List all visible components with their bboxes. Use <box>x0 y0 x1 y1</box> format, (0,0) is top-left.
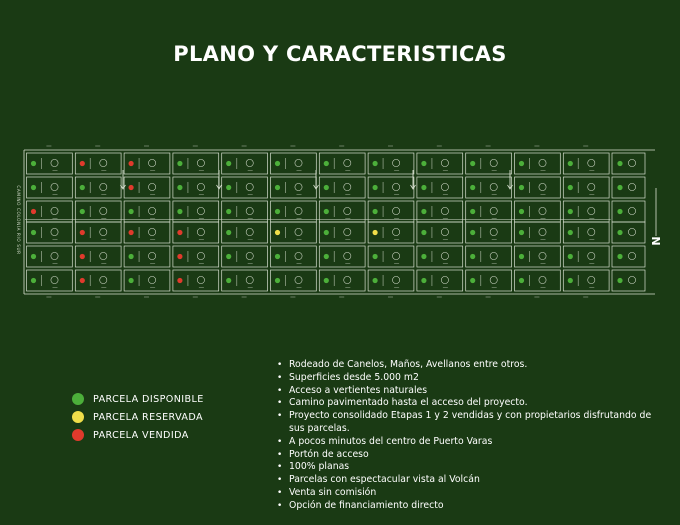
parcel-number-badge <box>344 228 351 235</box>
parcel-status-dot <box>568 185 573 190</box>
legend-item-reserved <box>72 408 204 426</box>
parcel-number-badge <box>100 183 107 190</box>
parcel-number-badge <box>393 276 400 283</box>
reserved-dot-icon <box>72 411 84 423</box>
parcel-number-badge <box>393 252 400 259</box>
feature-item: • Acceso a vertientes naturales <box>276 385 666 398</box>
parcel-status-dot <box>324 254 329 259</box>
parcel-number-badge <box>100 276 107 283</box>
parcel-number-badge <box>628 183 635 190</box>
parcel-status-dot <box>129 278 134 283</box>
feature-item: • Superficies desde 5.000 m2 <box>276 372 666 385</box>
parcel-number-badge <box>149 228 156 235</box>
parcel-number-badge <box>197 252 204 259</box>
parcel-number-badge <box>51 207 58 214</box>
parcel-number-badge <box>588 159 595 166</box>
parcel-status-dot <box>275 254 280 259</box>
parcel-number-badge <box>149 252 156 259</box>
parcel-number-badge <box>441 183 448 190</box>
parcel-status-dot <box>519 254 524 259</box>
parcel-status-dot <box>177 161 182 166</box>
parcel-status-dot <box>324 278 329 283</box>
parcel-number-badge <box>588 276 595 283</box>
parcel-number-badge <box>295 228 302 235</box>
parcel-number-badge <box>539 183 546 190</box>
parcel-number-badge <box>344 159 351 166</box>
parcel-status-dot <box>31 185 36 190</box>
feature-item: • Venta sin comisión <box>276 487 666 500</box>
parcel-status-dot <box>80 209 85 214</box>
feature-item: • Portón de acceso <box>276 449 666 462</box>
parcel-status-dot <box>324 161 329 166</box>
sold-dot-icon <box>72 429 84 441</box>
parcel-status-dot <box>275 161 280 166</box>
parcel-status-dot <box>519 161 524 166</box>
parcel-status-dot <box>421 209 426 214</box>
parcel-number-badge <box>51 183 58 190</box>
parcel-number-badge <box>441 207 448 214</box>
parcel-status-dot <box>129 209 134 214</box>
parcel-number-badge <box>490 207 497 214</box>
parcel-status-dot <box>470 230 475 235</box>
parcel-number-badge <box>588 207 595 214</box>
parcel-number-badge <box>51 159 58 166</box>
parcel-status-dot <box>80 230 85 235</box>
parcel-number-badge <box>344 276 351 283</box>
available-dot-icon <box>72 393 84 405</box>
parcel-number-badge <box>100 252 107 259</box>
parcel-number-badge <box>588 252 595 259</box>
parcel-number-badge <box>295 276 302 283</box>
parcel-status-dot <box>324 230 329 235</box>
parcel-status-dot <box>177 230 182 235</box>
parcel-number-badge <box>197 207 204 214</box>
parcel-number-badge <box>490 183 497 190</box>
parcel-number-badge <box>246 252 253 259</box>
parcel-number-badge <box>51 276 58 283</box>
parcel-status-dot <box>129 254 134 259</box>
legend-item-available <box>72 390 204 408</box>
parcel-status-dot <box>373 161 378 166</box>
parcel-status-dot <box>421 185 426 190</box>
parcel-status-dot <box>226 230 231 235</box>
parcel-status-dot <box>31 161 36 166</box>
subdivision-plan <box>0 140 680 300</box>
feature-item: • A pocos minutos del centro de Puerto Varas <box>276 436 666 449</box>
feature-item: • Rodeado de Canelos, Maños, Avellanos entre otros. <box>276 359 666 372</box>
parcel-number-badge <box>295 207 302 214</box>
parcel-status-dot <box>31 254 36 259</box>
legend-label-available: PARCELA DISPONIBLE <box>93 393 204 405</box>
parcel-status-dot <box>373 185 378 190</box>
parcel-status-dot <box>226 209 231 214</box>
legend-item-sold <box>72 426 204 444</box>
parcel-status-dot <box>421 230 426 235</box>
parcel-status-dot <box>31 209 36 214</box>
parcel-number-badge <box>539 252 546 259</box>
feature-item: • Parcelas con espectacular vista al Volcán <box>276 474 666 487</box>
parcel-status-dot <box>421 254 426 259</box>
parcel-status-dot <box>568 161 573 166</box>
parcel-number-badge <box>539 228 546 235</box>
parcel-status-dot <box>373 209 378 214</box>
parcel-status-dot <box>226 161 231 166</box>
parcel-number-badge <box>344 252 351 259</box>
parcel-status-dot <box>568 209 573 214</box>
parcel-number-badge <box>490 252 497 259</box>
parcel-status-dot <box>470 254 475 259</box>
parcel-status-dot <box>275 230 280 235</box>
parcel-status-dot <box>129 230 134 235</box>
parcel-number-badge <box>246 183 253 190</box>
parcel-status-dot <box>177 185 182 190</box>
parcel-status-dot <box>519 230 524 235</box>
parcel-number-badge <box>246 276 253 283</box>
parcel-status-dot <box>177 278 182 283</box>
parcel-number-badge <box>441 276 448 283</box>
parcel-status-dot <box>373 230 378 235</box>
features-list <box>276 359 666 513</box>
parcel-number-badge <box>490 159 497 166</box>
parcel-number-badge <box>197 228 204 235</box>
parcel-status-dot <box>129 185 134 190</box>
parcel-status-dot <box>617 278 622 283</box>
parcel-number-badge <box>100 228 107 235</box>
parcel-number-badge <box>588 183 595 190</box>
parcel-status-dot <box>617 161 622 166</box>
parcel-status-dot <box>470 209 475 214</box>
parcel-status-dot <box>617 254 622 259</box>
parcel-number-badge <box>149 207 156 214</box>
legend-label-sold: PARCELA VENDIDA <box>93 429 189 441</box>
parcel-number-badge <box>100 159 107 166</box>
parcel-number-badge <box>539 207 546 214</box>
parcel-number-badge <box>197 276 204 283</box>
parcel-number-badge <box>295 252 302 259</box>
parcel-number-badge <box>628 207 635 214</box>
parcel-number-badge <box>490 228 497 235</box>
parcel-status-dot <box>275 278 280 283</box>
parcel-status-dot <box>519 185 524 190</box>
parcel-number-badge <box>149 183 156 190</box>
parcel-status-dot <box>373 254 378 259</box>
parcel-number-badge <box>490 276 497 283</box>
parcel-status-dot <box>226 185 231 190</box>
parcel-status-dot <box>31 230 36 235</box>
parcel-status-dot <box>519 209 524 214</box>
parcel-number-badge <box>441 252 448 259</box>
parcel-number-badge <box>344 183 351 190</box>
parcel-number-badge <box>539 276 546 283</box>
parcel-status-dot <box>31 278 36 283</box>
feature-item: • 100% planas <box>276 461 666 474</box>
parcel-number-badge <box>197 159 204 166</box>
parcel-status-dot <box>617 209 622 214</box>
feature-item: • Camino pavimentado hasta el acceso del proyecto. <box>276 397 666 410</box>
parcel-number-badge <box>539 159 546 166</box>
parcel-number-badge <box>295 183 302 190</box>
parcel-number-badge <box>628 252 635 259</box>
parcel-status-dot <box>470 161 475 166</box>
feature-item: • Proyecto consolidado Etapas 1 y 2 vendidas y con propietarios disfrutando de sus parcelas. <box>276 410 666 436</box>
parcel-status-dot <box>80 161 85 166</box>
parcel-number-badge <box>441 228 448 235</box>
road-label: CAMINO COLONIA RIO SUR <box>16 185 21 255</box>
parcel-number-badge <box>393 207 400 214</box>
parcel-status-dot <box>617 230 622 235</box>
feature-item: • Opción de financiamiento directo <box>276 500 666 513</box>
parcel-number-badge <box>628 276 635 283</box>
parcel-number-badge <box>100 207 107 214</box>
parcel-number-badge <box>295 159 302 166</box>
parcel-number-badge <box>344 207 351 214</box>
parcel-number-badge <box>393 183 400 190</box>
parcel-number-badge <box>246 228 253 235</box>
parcel-number-badge <box>51 252 58 259</box>
parcel-status-dot <box>80 278 85 283</box>
parcel-status-dot <box>129 161 134 166</box>
parcel-status-dot <box>617 185 622 190</box>
parcel-number-badge <box>628 228 635 235</box>
legend <box>72 390 204 444</box>
parcel-status-dot <box>568 230 573 235</box>
parcel-number-badge <box>628 159 635 166</box>
parcel-status-dot <box>373 278 378 283</box>
parcel-status-dot <box>568 254 573 259</box>
north-label: N <box>649 236 662 246</box>
parcel-status-dot <box>568 278 573 283</box>
parcel-status-dot <box>177 209 182 214</box>
parcel-number-badge <box>149 276 156 283</box>
legend-label-reserved: PARCELA RESERVADA <box>93 411 203 423</box>
parcel-number-badge <box>149 159 156 166</box>
parcel-status-dot <box>519 278 524 283</box>
parcel-status-dot <box>275 185 280 190</box>
parcel-status-dot <box>421 161 426 166</box>
parcel-number-badge <box>393 228 400 235</box>
parcel-number-badge <box>197 183 204 190</box>
parcel-status-dot <box>226 278 231 283</box>
parcel-number-badge <box>588 228 595 235</box>
parcel-number-badge <box>246 159 253 166</box>
parcel-number-badge <box>51 228 58 235</box>
parcel-status-dot <box>324 209 329 214</box>
parcel-number-badge <box>393 159 400 166</box>
parcel-status-dot <box>177 254 182 259</box>
parcel-number-badge <box>441 159 448 166</box>
parcel-status-dot <box>226 254 231 259</box>
page-title: PLANO Y CARACTERISTICAS <box>173 42 507 66</box>
parcel-status-dot <box>421 278 426 283</box>
parcel-status-dot <box>324 185 329 190</box>
parcel-status-dot <box>80 254 85 259</box>
parcel-status-dot <box>470 278 475 283</box>
parcel-status-dot <box>275 209 280 214</box>
parcel-status-dot <box>80 185 85 190</box>
parcel-number-badge <box>246 207 253 214</box>
parcel-status-dot <box>470 185 475 190</box>
